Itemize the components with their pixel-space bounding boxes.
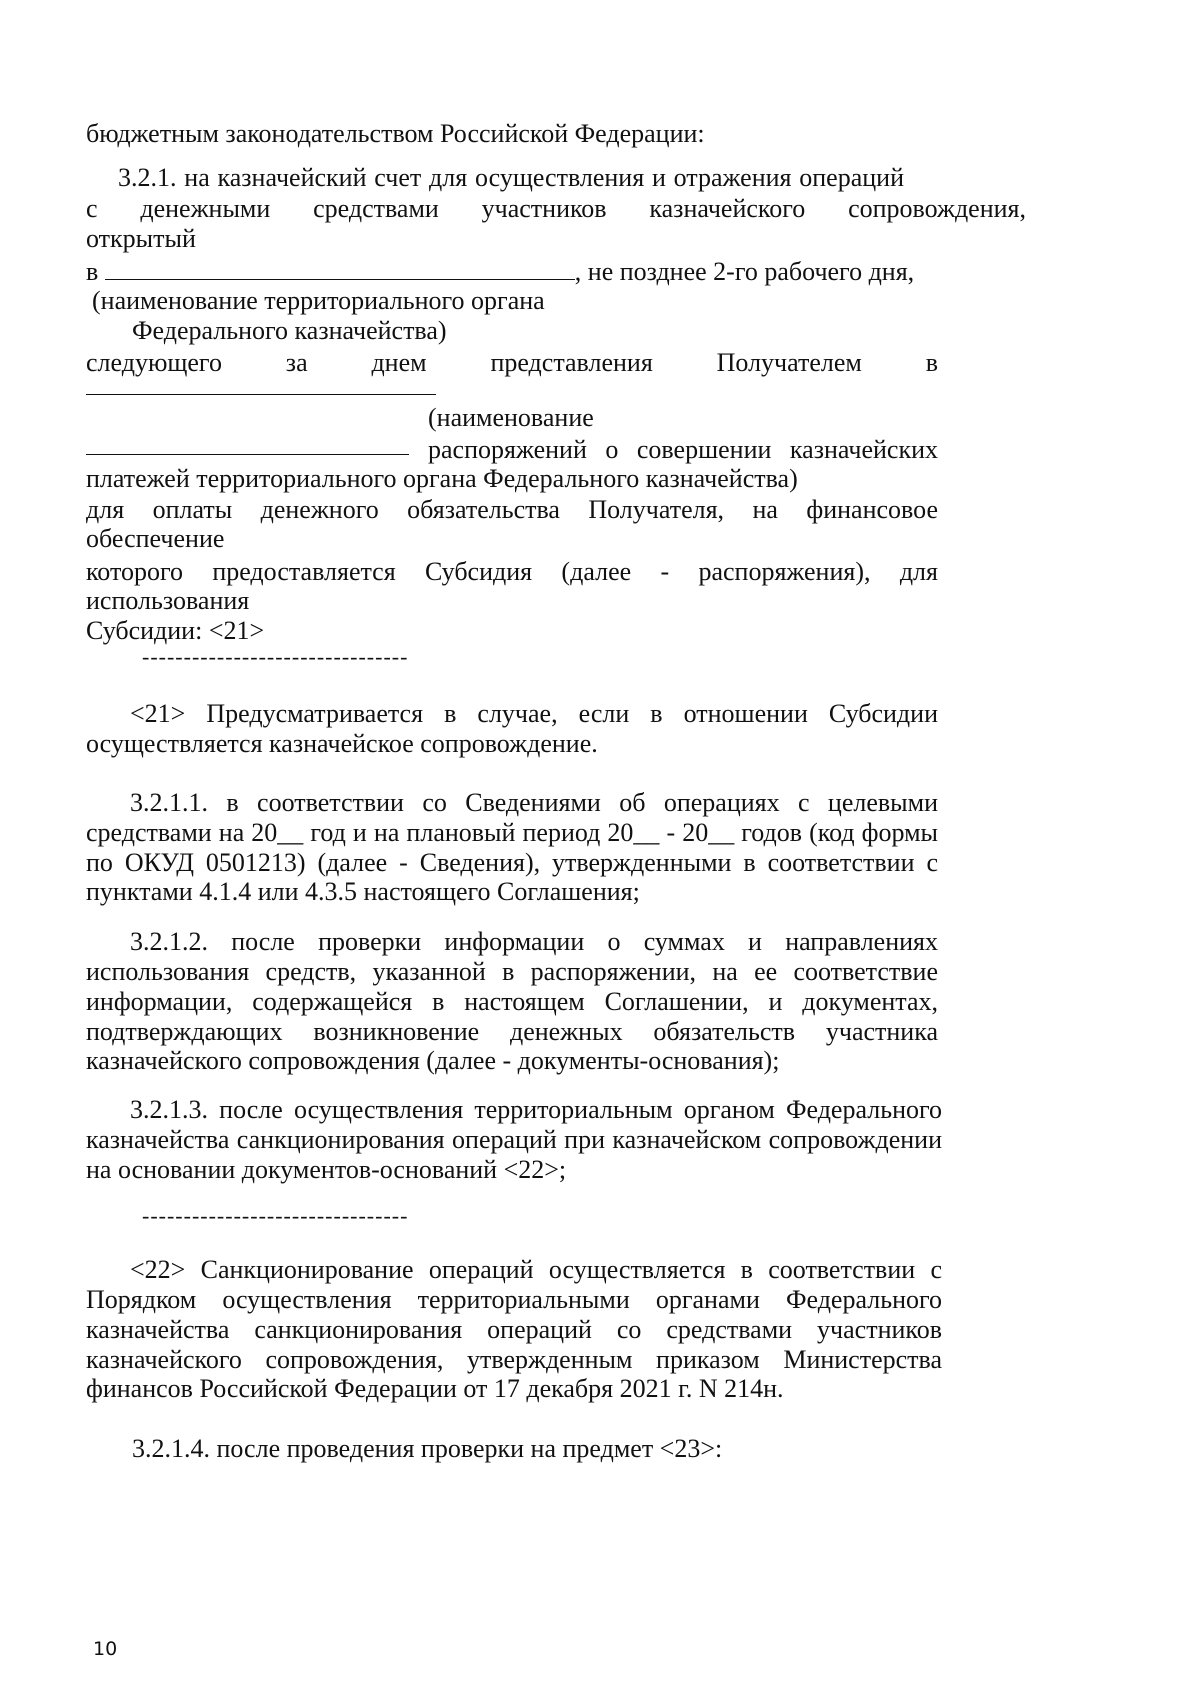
clause-3-2-1-3-line: казначейства санкционирования операций при казначейском сопровождении: [86, 1125, 942, 1154]
footnote-22-line: <22> Санкционирование операций осуществляется в соответствии с: [130, 1255, 942, 1284]
page-number: 10: [93, 1638, 118, 1660]
clause-3-2-1-line: открытый: [86, 224, 196, 253]
text-line: следующего за днем представления Получателем в: [86, 348, 938, 377]
clause-3-2-1-4-line: 3.2.1.4. после проведения проверки на предмет <23>:: [132, 1434, 723, 1463]
text-line: Субсидии: <21>: [86, 616, 265, 645]
blank-caption: платежей территориального органа Федерального казначейства): [86, 464, 798, 493]
footnote-separator: --------------------------------: [142, 1203, 409, 1228]
clause-3-2-1-1-line: средствами на 20__ год и на плановый период 20__ - 20__ годов (код формы: [86, 818, 938, 847]
footnote-22-line: финансов Российской Федерации от 17 декабря 2021 г. N 214н.: [86, 1374, 784, 1403]
footnote-21-line: <21> Предусматривается в случае, если в отношении Субсидии: [130, 699, 938, 728]
blank-caption: (наименование: [428, 403, 594, 432]
clause-3-2-1-1-line: по ОКУД 0501213) (далее - Сведения), утвержденными в соответствии с: [86, 848, 938, 877]
clause-3-2-1-1-line: пунктами 4.1.4 или 4.3.5 настоящего Соглашения;: [86, 877, 640, 906]
footnote-21-line: осуществляется казначейское сопровождение.: [86, 729, 598, 758]
clause-3-2-1-2-line: 3.2.1.2. после проверки информации о суммах и направлениях: [130, 927, 938, 956]
footnote-22-line: казначейства санкционирования операций со средствами участников: [86, 1315, 942, 1344]
clause-3-2-1-2-line: использования средств, указанной в распоряжении, на ее соответствие: [86, 957, 938, 986]
text-line: обеспечение: [86, 524, 225, 553]
text-line: использования: [86, 586, 250, 615]
text-line: бюджетным законодательством Российской Федерации:: [86, 119, 705, 148]
clause-3-2-1-1-line: 3.2.1.1. в соответствии со Сведениями об операциях с целевыми: [130, 788, 938, 817]
text-line: которого предоставляется Субсидия (далее - распоряжения), для: [86, 557, 938, 586]
blank-caption: распоряжений о совершении казначейских: [428, 435, 938, 464]
footnote-22-line: Порядком осуществления территориальными органами Федерального: [86, 1285, 942, 1314]
text-line: для оплаты денежного обязательства Получателя, на финансовое: [86, 495, 938, 524]
blank-caption: Федерального казначейства): [132, 316, 447, 345]
text-fragment: , не позднее 2-го рабочего дня,: [574, 257, 915, 286]
clause-3-2-1-line: 3.2.1. на казначейский счет для осуществления и отражения операций: [118, 163, 904, 192]
clause-3-2-1-3-line: на основании документов-оснований <22>;: [86, 1155, 567, 1184]
clause-3-2-1-line: с денежными средствами участников казначейского сопровождения,: [86, 194, 1026, 223]
footnote-22-line: казначейского сопровождения, утвержденным приказом Министерства: [86, 1345, 942, 1374]
fill-in-blank: [105, 257, 575, 280]
blank-caption: (наименование территориального органа: [92, 286, 545, 315]
fill-in-blank: [86, 432, 409, 455]
text-fragment: в: [86, 257, 99, 286]
clause-3-2-1-3-line: 3.2.1.3. после осуществления территориальным органом Федерального: [130, 1095, 942, 1124]
clause-3-2-1-2-line: казначейского сопровождения (далее - документы-основания);: [86, 1046, 780, 1075]
clause-3-2-1-2-line: подтверждающих возникновение денежных обязательств участника: [86, 1017, 938, 1046]
fill-in-blank: [86, 372, 436, 395]
clause-3-2-1-blank-line: [86, 256, 1046, 288]
footnote-separator: --------------------------------: [142, 644, 409, 669]
clause-3-2-1-2-line: информации, содержащейся в настоящем Соглашении, и документах,: [86, 987, 938, 1016]
